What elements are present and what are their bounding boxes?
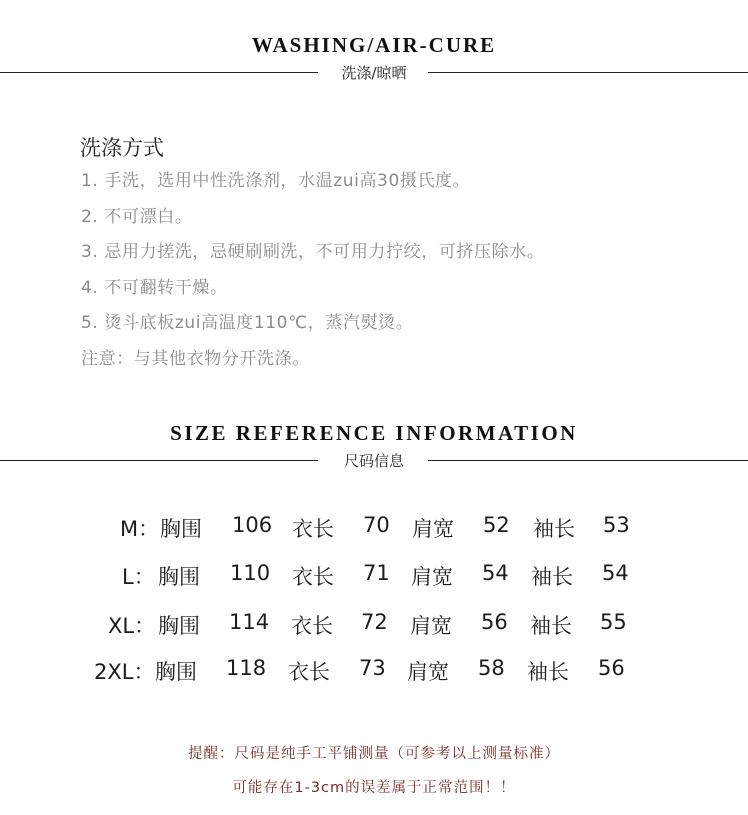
shoulder-value: 56 (481, 610, 508, 634)
sleeve-label: 袖长 (530, 614, 572, 638)
washing-item: 5. 烫斗底板zui高温度110℃，蒸汽熨烫。 (81, 313, 414, 334)
chest-label: 胸围 (158, 565, 200, 589)
size-row-m (0, 513, 748, 543)
chest-label: 胸围 (160, 517, 202, 541)
chest-value: 110 (230, 561, 271, 585)
length-label: 衣长 (288, 660, 330, 684)
shoulder-value: 52 (483, 513, 510, 537)
length-label: 衣长 (291, 614, 333, 638)
washing-heading-line-right (428, 72, 748, 73)
chest-value: 118 (226, 656, 267, 680)
size-row-xl (0, 610, 748, 640)
size-heading-cn: 尺码信息 (343, 452, 404, 470)
length-label: 衣长 (292, 565, 334, 589)
washing-method-title: 洗涤方式 (80, 136, 164, 160)
shoulder-label: 肩宽 (411, 565, 453, 589)
chest-value: 106 (232, 513, 273, 537)
size-label: L： (122, 565, 155, 589)
shoulder-label: 肩宽 (407, 660, 449, 684)
washing-item: 3. 忌用力搓洗，忌硬刷刷洗，不可用力拧绞，可挤压除水。 (81, 242, 545, 263)
sleeve-value: 54 (602, 561, 629, 585)
shoulder-label: 肩宽 (412, 517, 454, 541)
sleeve-label: 袖长 (531, 565, 573, 589)
sleeve-value: 53 (603, 513, 630, 537)
measurement-reminder: 提醒：尺码是纯手工平铺测量（可参考以上测量标准） (188, 746, 560, 762)
size-heading-en: SIZE REFERENCE INFORMATION (170, 421, 578, 445)
shoulder-value: 58 (478, 656, 505, 680)
size-row-l (0, 561, 748, 591)
washing-heading-cn: 洗涤/晾晒 (341, 64, 407, 82)
length-label: 衣长 (292, 517, 334, 541)
washing-instructions-list (81, 167, 544, 381)
length-value: 71 (363, 561, 390, 585)
washing-item: 4. 不可翻转干燥。 (81, 277, 228, 298)
length-value: 73 (359, 656, 386, 680)
washing-heading-en: WASHING/AIR-CURE (251, 33, 497, 57)
washing-item: 2. 不可漂白。 (81, 206, 193, 227)
size-label: M： (120, 517, 160, 541)
shoulder-value: 54 (482, 561, 509, 585)
size-label: 2XL： (94, 660, 155, 684)
chest-value: 114 (229, 610, 270, 634)
sleeve-value: 56 (598, 656, 625, 680)
washing-item: 1. 手洗，选用中性洗涤剂，水温zui高30摄氏度。 (81, 171, 471, 191)
length-value: 72 (361, 610, 388, 634)
sleeve-label: 袖长 (527, 660, 569, 684)
chest-label: 胸围 (158, 614, 200, 638)
chest-label: 胸围 (155, 660, 197, 684)
length-value: 70 (363, 513, 390, 537)
sleeve-value: 55 (600, 610, 627, 634)
tolerance-note: 可能存在1-3cm的误差属于正常范围！！ (232, 780, 516, 796)
sleeve-label: 袖长 (533, 517, 575, 541)
washing-note: 注意：与其他衣物分开洗涤。 (81, 348, 310, 369)
shoulder-label: 肩宽 (410, 614, 452, 638)
size-label: XL： (108, 614, 156, 638)
size-row-2xl (0, 656, 748, 686)
size-heading-line-right (428, 460, 748, 461)
